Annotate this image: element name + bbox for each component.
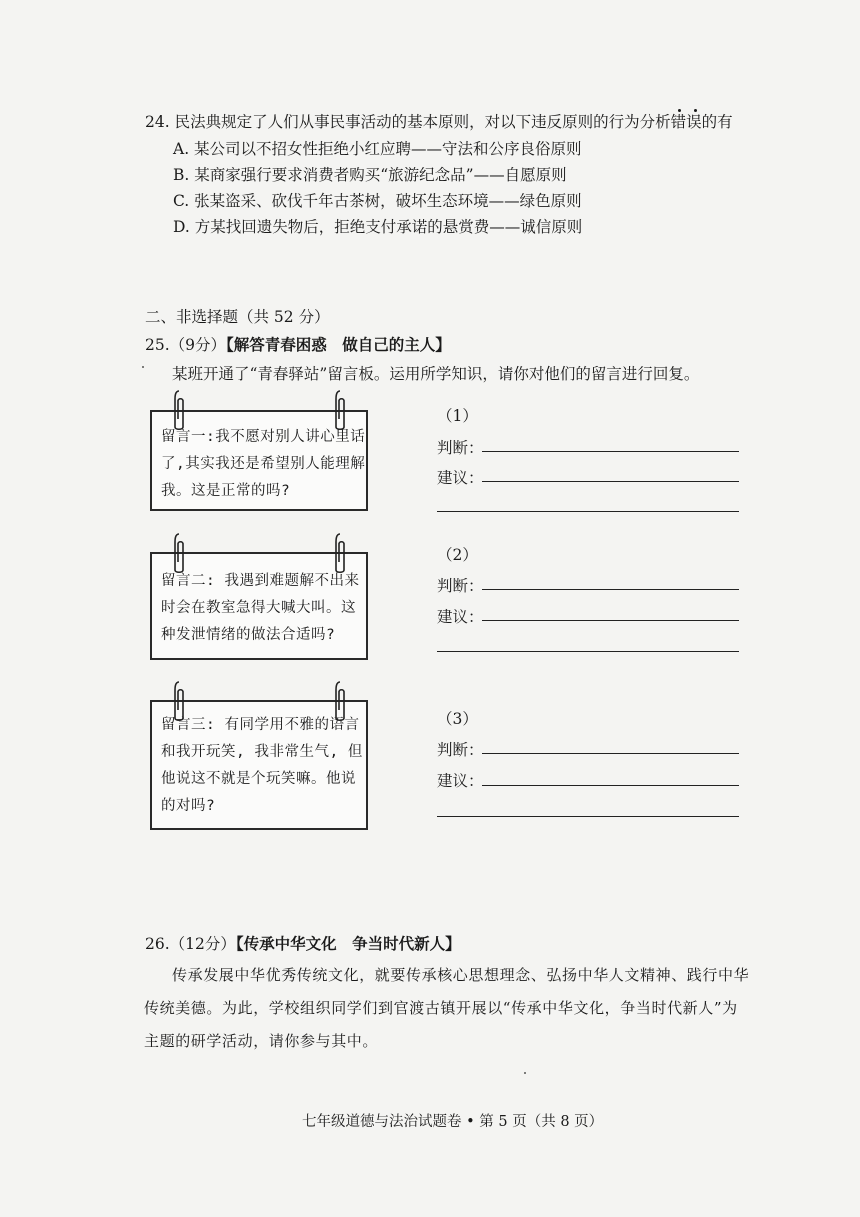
q24-stem-tail: 的有 <box>701 113 733 131</box>
answer-2-judge-line[interactable] <box>482 589 739 590</box>
answer-3-judge-line[interactable] <box>482 753 739 754</box>
answer-1-advice-label: 建议： <box>437 469 484 487</box>
answer-3-advice-label: 建议： <box>437 772 484 790</box>
paperclip-icon <box>173 532 185 574</box>
paperclip-icon <box>334 532 346 574</box>
q24-stem <box>145 110 733 132</box>
section-heading: 二、非选择题（共 52 分） <box>145 308 330 326</box>
scan-dot <box>142 366 144 368</box>
answer-1-judge-label: 判断： <box>437 439 484 457</box>
answer-1-number: （1） <box>437 407 478 425</box>
q26-paragraph-line-1: 传承发展中华优秀传统文化，就要传承核心思想理念、弘扬中华人文精神、践行中华 <box>172 966 750 984</box>
scan-dot <box>524 1072 526 1074</box>
message-1-text: 留言一:我不愿对别人讲心里话了,其实我还是希望别人能理解我。这是正常的吗? <box>161 429 366 499</box>
answer-1-extra-line[interactable] <box>437 511 739 512</box>
answer-3-number: （3） <box>437 710 478 728</box>
q25-number: 25.（9分） <box>145 336 227 354</box>
answer-2-advice-label: 建议： <box>437 608 484 626</box>
paperclip-icon <box>173 680 185 722</box>
answer-3-advice-line[interactable] <box>482 785 739 786</box>
paperclip-icon <box>334 389 346 431</box>
q24-option-d: D. 方某找回遗失物后，拒绝支付承诺的悬赏费——诚信原则 <box>173 218 583 236</box>
answer-3-extra-line[interactable] <box>437 816 739 817</box>
q24-option-b: B. 某商家强行要求消费者购买“旅游纪念品”——自愿原则 <box>173 166 567 184</box>
q26-paragraph-line-3: 主题的研学活动，请你参与其中。 <box>144 1032 379 1050</box>
message-2-text: 留言二: 我遇到难题解不出来时会在教室急得大喊大叫。这种发泄情绪的做法合适吗? <box>161 573 360 643</box>
answer-3-judge-label: 判断： <box>437 741 484 759</box>
q25-intro: 某班开通了“青春驿站”留言板。运用所学知识，请你对他们的留言进行回复。 <box>172 365 700 383</box>
answer-2-extra-line[interactable] <box>437 651 739 652</box>
paperclip-icon <box>334 680 346 722</box>
q26-paragraph-line-2: 传统美德。为此，学校组织同学们到官渡古镇开展以“传承中华文化，争当时代新人”为 <box>144 999 738 1017</box>
q26-title: 【传承中华文化 争当时代新人】 <box>235 934 461 953</box>
answer-2-number: （2） <box>437 546 478 564</box>
q24-stem-text: 24. 民法典规定了人们从事民事活动的基本原则，对以下违反原则的行为分析 <box>145 113 671 131</box>
paperclip-icon <box>173 389 185 431</box>
q24-emph-1: 错 <box>670 113 687 131</box>
q24-option-c: C. 张某盗采、砍伐千年古茶树，破坏生态环境——绿色原则 <box>173 192 582 210</box>
q24-emph-2: 误 <box>686 113 702 131</box>
message-3-text: 留言三: 有同学用不雅的语言和我开玩笑, 我非常生气, 但他说这不就是个玩笑嘛。他说的对吗? <box>161 717 363 814</box>
q26-heading <box>145 932 461 954</box>
answer-2-advice-line[interactable] <box>482 620 739 621</box>
answer-1-judge-line[interactable] <box>482 451 739 452</box>
answer-2-judge-label: 判断： <box>437 577 484 595</box>
q26-number: 26.（12分） <box>145 935 236 953</box>
q25-title: 【解答青春困惑 做自己的主人】 <box>226 335 451 354</box>
answer-1-advice-line[interactable] <box>482 481 739 482</box>
page-footer: 七年级道德与法治试题卷 • 第 5 页（共 8 页） <box>302 1114 604 1130</box>
q24-option-a: A. 某公司以不招女性拒绝小红应聘——守法和公序良俗原则 <box>173 140 582 158</box>
q25-heading <box>145 333 451 355</box>
